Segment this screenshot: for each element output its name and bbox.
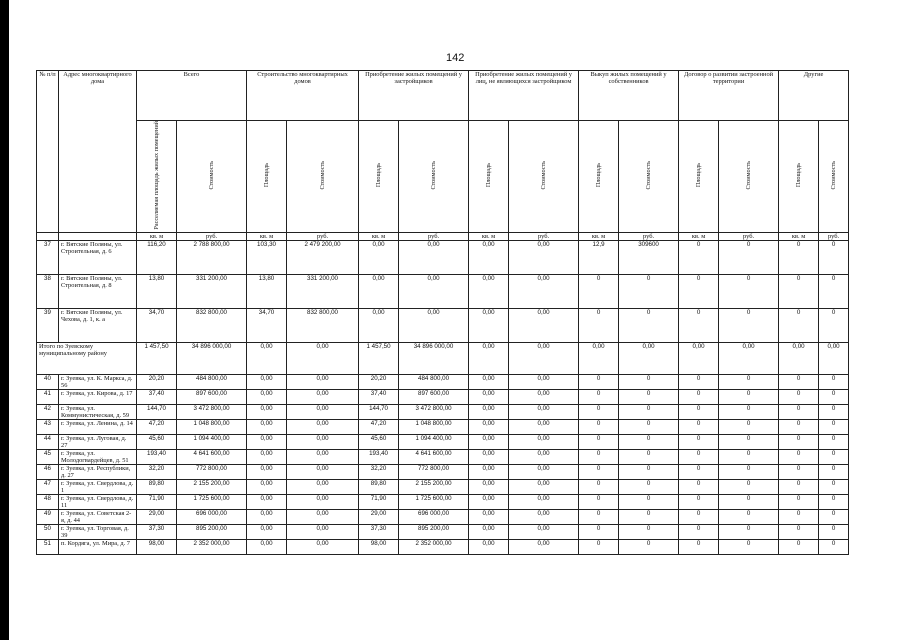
row-cell: 897 600,00 bbox=[177, 389, 247, 404]
row-cell: 0 bbox=[579, 524, 619, 539]
row-cell: 0 bbox=[619, 274, 679, 308]
row-cell: 0 bbox=[819, 308, 849, 342]
total-cell: 1 457,50 bbox=[359, 342, 399, 374]
row-cell: 895 200,00 bbox=[399, 524, 469, 539]
row-cell: 331 200,00 bbox=[287, 274, 359, 308]
total-cell: 0,00 bbox=[469, 342, 509, 374]
row-cell: 12,9 bbox=[579, 240, 619, 274]
row-cell: 3 472 800,00 bbox=[177, 404, 247, 419]
row-cell: 0,00 bbox=[399, 240, 469, 274]
row-cell: 2 155 200,00 bbox=[177, 479, 247, 494]
row-address: г. Зуевка, ул. Советская 2-я, д. 44 bbox=[59, 509, 137, 524]
row-cell: 0,00 bbox=[287, 524, 359, 539]
row-cell: 1 094 400,00 bbox=[399, 434, 469, 449]
row-cell: 0,00 bbox=[509, 539, 579, 554]
row-cell: 0 bbox=[719, 524, 779, 539]
row-cell: 0 bbox=[679, 434, 719, 449]
row-number: 39 bbox=[37, 308, 59, 342]
total-cell: 34 896 000,00 bbox=[177, 342, 247, 374]
row-cell: 0,00 bbox=[509, 464, 579, 479]
row-cell: 0 bbox=[679, 464, 719, 479]
row-cell: 0,00 bbox=[247, 494, 287, 509]
table-row bbox=[37, 419, 849, 434]
row-cell: 0,00 bbox=[509, 479, 579, 494]
row-cell: 1 048 800,00 bbox=[399, 419, 469, 434]
row-cell: 4 641 600,00 bbox=[177, 449, 247, 464]
row-cell: 71,90 bbox=[359, 494, 399, 509]
row-cell: 37,30 bbox=[137, 524, 177, 539]
total-cell: 0,00 bbox=[719, 342, 779, 374]
row-cell: 0 bbox=[679, 274, 719, 308]
row-cell: 37,40 bbox=[137, 389, 177, 404]
row-cell: 0 bbox=[619, 308, 679, 342]
row-cell: 0 bbox=[719, 308, 779, 342]
row-cell: 0 bbox=[619, 509, 679, 524]
row-cell: 0 bbox=[819, 404, 849, 419]
row-cell: 0,00 bbox=[399, 274, 469, 308]
row-number: 41 bbox=[37, 389, 59, 404]
row-cell: 0,00 bbox=[509, 389, 579, 404]
row-cell: 0 bbox=[579, 434, 619, 449]
row-address: г. Зуевка, ул. Коммунистическая, д. 59 bbox=[59, 404, 137, 419]
row-cell: 0 bbox=[679, 449, 719, 464]
page-number: 142 bbox=[446, 52, 465, 64]
row-address: г. Зуевка, ул. Ленина, д. 14 bbox=[59, 419, 137, 434]
row-cell: 0,00 bbox=[469, 479, 509, 494]
row-cell: 89,80 bbox=[137, 479, 177, 494]
row-number: 51 bbox=[37, 539, 59, 554]
row-cell: 0 bbox=[679, 240, 719, 274]
row-cell: 0,00 bbox=[509, 434, 579, 449]
row-cell: 0,00 bbox=[469, 464, 509, 479]
row-cell: 0 bbox=[779, 494, 819, 509]
row-cell: 0,00 bbox=[247, 464, 287, 479]
total-cell: 0,00 bbox=[619, 342, 679, 374]
row-cell: 45,60 bbox=[359, 434, 399, 449]
subheader-resettled-area: Расселяемая площадь жилых помещений bbox=[137, 121, 177, 233]
row-cell: 0 bbox=[819, 449, 849, 464]
row-cell: 0,00 bbox=[469, 524, 509, 539]
row-cell: 2 352 000,00 bbox=[177, 539, 247, 554]
row-cell: 0 bbox=[619, 404, 679, 419]
row-cell: 144,70 bbox=[359, 404, 399, 419]
subheader-cost: Стоимость bbox=[177, 121, 247, 233]
table-row bbox=[37, 434, 849, 449]
row-cell: 0 bbox=[819, 434, 849, 449]
row-cell: 0 bbox=[779, 479, 819, 494]
row-cell: 0 bbox=[819, 274, 849, 308]
row-cell: 0,00 bbox=[469, 449, 509, 464]
subheader-area: Площадь bbox=[247, 121, 287, 233]
row-number: 47 bbox=[37, 479, 59, 494]
row-cell: 0 bbox=[719, 374, 779, 389]
table-row bbox=[37, 274, 849, 308]
total-label: Итого по Зуевскому муниципальному району bbox=[37, 342, 137, 374]
row-cell: 0,00 bbox=[247, 509, 287, 524]
row-cell: 0 bbox=[679, 479, 719, 494]
row-cell: 116,20 bbox=[137, 240, 177, 274]
row-address: г. Вятские Поляны, ул. Чехова, д. 1, к. а bbox=[59, 308, 137, 342]
row-cell: 0,00 bbox=[509, 494, 579, 509]
row-cell: 0 bbox=[679, 404, 719, 419]
row-cell: 0 bbox=[579, 374, 619, 389]
row-cell: 832 800,00 bbox=[177, 308, 247, 342]
col-number-header: № п/п bbox=[37, 71, 59, 233]
row-address: г. Вятские Поляны, ул. Строительная, д. 8 bbox=[59, 274, 137, 308]
row-cell: 0,00 bbox=[247, 524, 287, 539]
row-cell: 0,00 bbox=[359, 240, 399, 274]
row-address: г. Зуевка, ул. Республики, д. 27 bbox=[59, 464, 137, 479]
row-cell: 0,00 bbox=[287, 539, 359, 554]
row-cell: 13,80 bbox=[137, 274, 177, 308]
table-row bbox=[37, 494, 849, 509]
row-address: г. Зуевка, ул. К. Маркса, д. 56 bbox=[59, 374, 137, 389]
row-cell: 98,00 bbox=[359, 539, 399, 554]
row-cell: 0 bbox=[719, 494, 779, 509]
row-cell: 0 bbox=[819, 389, 849, 404]
row-cell: 0 bbox=[719, 240, 779, 274]
row-cell: 0,00 bbox=[509, 449, 579, 464]
row-cell: 34,70 bbox=[247, 308, 287, 342]
row-cell: 0 bbox=[579, 419, 619, 434]
row-cell: 0 bbox=[719, 274, 779, 308]
row-cell: 0,00 bbox=[469, 274, 509, 308]
row-cell: 34,70 bbox=[137, 308, 177, 342]
row-cell: 309600 bbox=[619, 240, 679, 274]
row-cell: 0 bbox=[579, 509, 619, 524]
row-cell: 0 bbox=[779, 404, 819, 419]
row-cell: 0 bbox=[619, 434, 679, 449]
row-cell: 0 bbox=[579, 389, 619, 404]
group-header-developer-purchase: Приобретение жилых помещений у застройщиков bbox=[359, 71, 469, 121]
row-number: 50 bbox=[37, 524, 59, 539]
table-row bbox=[37, 449, 849, 464]
table-row bbox=[37, 479, 849, 494]
row-address: г. Зуевка, ул. Свердлова, д. 1 bbox=[59, 479, 137, 494]
row-cell: 331 200,00 bbox=[177, 274, 247, 308]
row-cell: 0 bbox=[819, 524, 849, 539]
row-cell: 0,00 bbox=[509, 509, 579, 524]
row-cell: 0,00 bbox=[509, 240, 579, 274]
row-cell: 0 bbox=[719, 404, 779, 419]
row-cell: 0,00 bbox=[399, 308, 469, 342]
row-address: г. Зуевка, ул. Свердлова, д. 11 bbox=[59, 494, 137, 509]
row-cell: 0,00 bbox=[247, 374, 287, 389]
row-cell: 772 800,00 bbox=[399, 464, 469, 479]
row-cell: 0,00 bbox=[509, 524, 579, 539]
row-cell: 0 bbox=[679, 509, 719, 524]
row-cell: 0 bbox=[779, 524, 819, 539]
row-cell: 0,00 bbox=[469, 308, 509, 342]
total-cell: 0,00 bbox=[509, 342, 579, 374]
row-cell: 37,30 bbox=[359, 524, 399, 539]
row-cell: 47,20 bbox=[359, 419, 399, 434]
group-header-territory-development: Договор о развитии застроенной территории bbox=[679, 71, 779, 121]
total-row bbox=[37, 342, 849, 374]
row-cell: 13,80 bbox=[247, 274, 287, 308]
row-cell: 832 800,00 bbox=[287, 308, 359, 342]
total-cell: 0,00 bbox=[679, 342, 719, 374]
row-cell: 0 bbox=[619, 464, 679, 479]
row-cell: 484 800,00 bbox=[399, 374, 469, 389]
row-cell: 0 bbox=[719, 434, 779, 449]
row-cell: 0,00 bbox=[247, 404, 287, 419]
subheader-area: Площадь bbox=[679, 121, 719, 233]
resettlement-table bbox=[36, 70, 849, 555]
row-number: 40 bbox=[37, 374, 59, 389]
row-cell: 0 bbox=[579, 274, 619, 308]
subheader-area: Площадь bbox=[469, 121, 509, 233]
row-cell: 0 bbox=[619, 524, 679, 539]
row-number: 48 bbox=[37, 494, 59, 509]
subheader-cost: Стоимость bbox=[399, 121, 469, 233]
row-cell: 103,30 bbox=[247, 240, 287, 274]
table-row bbox=[37, 240, 849, 274]
row-cell: 0 bbox=[679, 419, 719, 434]
row-cell: 0 bbox=[779, 434, 819, 449]
subheader-area: Площадь bbox=[779, 121, 819, 233]
group-header-buyout: Выкуп жилых помещений у собственников bbox=[579, 71, 679, 121]
row-cell: 0 bbox=[679, 389, 719, 404]
subheader-cost: Стоимость bbox=[509, 121, 579, 233]
row-cell: 0,00 bbox=[469, 539, 509, 554]
row-cell: 0 bbox=[579, 308, 619, 342]
row-cell: 1 725 600,00 bbox=[177, 494, 247, 509]
table-row bbox=[37, 374, 849, 389]
row-cell: 696 000,00 bbox=[399, 509, 469, 524]
row-cell: 32,20 bbox=[359, 464, 399, 479]
row-cell: 0,00 bbox=[469, 509, 509, 524]
row-cell: 0 bbox=[779, 240, 819, 274]
row-cell: 0,00 bbox=[287, 419, 359, 434]
row-cell: 0,00 bbox=[509, 374, 579, 389]
table-row bbox=[37, 308, 849, 342]
row-cell: 0,00 bbox=[469, 494, 509, 509]
row-cell: 696 000,00 bbox=[177, 509, 247, 524]
row-cell: 0 bbox=[779, 539, 819, 554]
units-row: кв. м руб. кв. м руб. кв. м руб. кв. м руб. кв. м руб. кв. м руб. кв. м руб. bbox=[37, 232, 849, 240]
row-cell: 0 bbox=[779, 464, 819, 479]
row-cell: 89,80 bbox=[359, 479, 399, 494]
row-cell: 0 bbox=[579, 494, 619, 509]
subheader-cost: Стоимость bbox=[719, 121, 779, 233]
row-cell: 3 472 800,00 bbox=[399, 404, 469, 419]
row-cell: 0,00 bbox=[247, 389, 287, 404]
row-cell: 0 bbox=[779, 509, 819, 524]
subheader-area: Площадь bbox=[359, 121, 399, 233]
subheader-cost: Стоимость bbox=[287, 121, 359, 233]
row-cell: 0 bbox=[719, 509, 779, 524]
row-cell: 0 bbox=[679, 494, 719, 509]
row-cell: 0 bbox=[819, 419, 849, 434]
row-cell: 0 bbox=[719, 389, 779, 404]
row-cell: 0 bbox=[679, 524, 719, 539]
row-cell: 0 bbox=[679, 374, 719, 389]
row-cell: 0 bbox=[819, 509, 849, 524]
col-address-header: Адрес многоквартирного дома bbox=[59, 71, 137, 233]
row-cell: 0 bbox=[679, 539, 719, 554]
table-row bbox=[37, 509, 849, 524]
row-cell: 0,00 bbox=[509, 419, 579, 434]
row-cell: 20,20 bbox=[137, 374, 177, 389]
row-cell: 0,00 bbox=[287, 389, 359, 404]
row-cell: 0 bbox=[719, 419, 779, 434]
row-cell: 0 bbox=[619, 419, 679, 434]
row-cell: 0,00 bbox=[469, 374, 509, 389]
total-cell: 0,00 bbox=[579, 342, 619, 374]
row-cell: 0,00 bbox=[509, 308, 579, 342]
subheader-area: Площадь bbox=[579, 121, 619, 233]
row-number: 37 bbox=[37, 240, 59, 274]
row-cell: 0,00 bbox=[247, 449, 287, 464]
row-cell: 0,00 bbox=[359, 308, 399, 342]
row-address: г. Зуевка, ул. Луговая, д. 27 bbox=[59, 434, 137, 449]
row-cell: 1 094 400,00 bbox=[177, 434, 247, 449]
table-row bbox=[37, 389, 849, 404]
row-cell: 0,00 bbox=[509, 404, 579, 419]
table-row bbox=[37, 404, 849, 419]
row-cell: 0,00 bbox=[469, 240, 509, 274]
page-edge-bar bbox=[0, 0, 9, 640]
row-cell: 1 048 800,00 bbox=[177, 419, 247, 434]
row-cell: 0,00 bbox=[247, 434, 287, 449]
row-cell: 0 bbox=[719, 539, 779, 554]
total-cell: 0,00 bbox=[819, 342, 849, 374]
subheader-cost: Стоимость bbox=[619, 121, 679, 233]
table-body bbox=[37, 240, 849, 554]
row-cell: 0,00 bbox=[287, 434, 359, 449]
row-cell: 0 bbox=[619, 374, 679, 389]
row-cell: 29,00 bbox=[359, 509, 399, 524]
row-cell: 193,40 bbox=[359, 449, 399, 464]
row-cell: 0 bbox=[779, 389, 819, 404]
row-number: 49 bbox=[37, 509, 59, 524]
row-cell: 0 bbox=[579, 404, 619, 419]
table-row bbox=[37, 539, 849, 554]
row-cell: 0 bbox=[719, 449, 779, 464]
row-cell: 29,00 bbox=[137, 509, 177, 524]
row-cell: 47,20 bbox=[137, 419, 177, 434]
row-cell: 0,00 bbox=[287, 509, 359, 524]
row-cell: 0 bbox=[579, 464, 619, 479]
row-cell: 45,60 bbox=[137, 434, 177, 449]
row-number: 43 bbox=[37, 419, 59, 434]
row-cell: 0 bbox=[579, 539, 619, 554]
row-cell: 20,20 bbox=[359, 374, 399, 389]
row-cell: 2 479 200,00 bbox=[287, 240, 359, 274]
row-cell: 895 200,00 bbox=[177, 524, 247, 539]
row-cell: 0 bbox=[619, 389, 679, 404]
row-address: г. Вятские Поляны, ул. Строительная, д. 6 bbox=[59, 240, 137, 274]
row-cell: 0,00 bbox=[509, 274, 579, 308]
row-cell: 0,00 bbox=[287, 449, 359, 464]
row-cell: 37,40 bbox=[359, 389, 399, 404]
row-number: 42 bbox=[37, 404, 59, 419]
row-address: г. Зуевка, ул. Молодогвардейцев, д. 51 bbox=[59, 449, 137, 464]
row-cell: 0,00 bbox=[287, 464, 359, 479]
row-cell: 0 bbox=[779, 274, 819, 308]
row-cell: 0 bbox=[779, 374, 819, 389]
row-cell: 98,00 bbox=[137, 539, 177, 554]
group-header-other: Другие bbox=[779, 71, 849, 121]
row-cell: 2 155 200,00 bbox=[399, 479, 469, 494]
total-cell: 0,00 bbox=[247, 342, 287, 374]
row-cell: 0 bbox=[619, 539, 679, 554]
group-header-construction: Строительство многоквартирных домов bbox=[247, 71, 359, 121]
row-cell: 0 bbox=[819, 494, 849, 509]
total-cell: 34 896 000,00 bbox=[399, 342, 469, 374]
row-cell: 193,40 bbox=[137, 449, 177, 464]
row-cell: 0,00 bbox=[469, 419, 509, 434]
row-cell: 0,00 bbox=[247, 419, 287, 434]
row-cell: 0 bbox=[579, 479, 619, 494]
row-cell: 897 600,00 bbox=[399, 389, 469, 404]
row-cell: 0,00 bbox=[287, 479, 359, 494]
row-cell: 0 bbox=[819, 539, 849, 554]
row-address: г. Зуевка, ул. Торговая, д. 39 bbox=[59, 524, 137, 539]
row-cell: 144,70 bbox=[137, 404, 177, 419]
row-number: 46 bbox=[37, 464, 59, 479]
row-cell: 0 bbox=[619, 494, 679, 509]
row-cell: 772 800,00 bbox=[177, 464, 247, 479]
row-cell: 0 bbox=[579, 449, 619, 464]
row-cell: 0 bbox=[779, 449, 819, 464]
row-cell: 0 bbox=[819, 464, 849, 479]
row-cell: 0,00 bbox=[469, 389, 509, 404]
row-cell: 71,90 bbox=[137, 494, 177, 509]
table-row bbox=[37, 524, 849, 539]
row-cell: 484 800,00 bbox=[177, 374, 247, 389]
row-cell: 0,00 bbox=[247, 479, 287, 494]
total-cell: 1 457,50 bbox=[137, 342, 177, 374]
row-cell: 2 352 000,00 bbox=[399, 539, 469, 554]
subheader-cost: Стоимость bbox=[819, 121, 849, 233]
row-cell: 0 bbox=[719, 479, 779, 494]
row-cell: 0,00 bbox=[359, 274, 399, 308]
row-cell: 2 788 800,00 bbox=[177, 240, 247, 274]
row-address: п. Кордяга, ул. Мира, д. 7 bbox=[59, 539, 137, 554]
row-cell: 0,00 bbox=[287, 404, 359, 419]
row-cell: 0 bbox=[819, 479, 849, 494]
row-cell: 0 bbox=[619, 449, 679, 464]
table-row bbox=[37, 464, 849, 479]
row-address: г. Зуевка, ул. Кирова, д. 17 bbox=[59, 389, 137, 404]
row-cell: 1 725 600,00 bbox=[399, 494, 469, 509]
row-cell: 4 641 600,00 bbox=[399, 449, 469, 464]
row-cell: 0,00 bbox=[247, 539, 287, 554]
row-cell: 0,00 bbox=[469, 404, 509, 419]
row-cell: 0 bbox=[779, 419, 819, 434]
row-cell: 0 bbox=[819, 374, 849, 389]
group-header-total: Всего bbox=[137, 71, 247, 121]
row-cell: 0 bbox=[819, 240, 849, 274]
group-header-non-developer-purchase: Приобретение жилых помещений у лиц, не являющихся застройщиком bbox=[469, 71, 579, 121]
row-cell: 0 bbox=[779, 308, 819, 342]
total-cell: 0,00 bbox=[779, 342, 819, 374]
row-number: 44 bbox=[37, 434, 59, 449]
total-cell: 0,00 bbox=[287, 342, 359, 374]
row-cell: 0,00 bbox=[287, 494, 359, 509]
row-cell: 32,20 bbox=[137, 464, 177, 479]
row-cell: 0,00 bbox=[469, 434, 509, 449]
row-number: 38 bbox=[37, 274, 59, 308]
row-cell: 0 bbox=[619, 479, 679, 494]
row-cell: 0 bbox=[719, 464, 779, 479]
row-cell: 0,00 bbox=[287, 374, 359, 389]
row-cell: 0 bbox=[679, 308, 719, 342]
row-number: 45 bbox=[37, 449, 59, 464]
